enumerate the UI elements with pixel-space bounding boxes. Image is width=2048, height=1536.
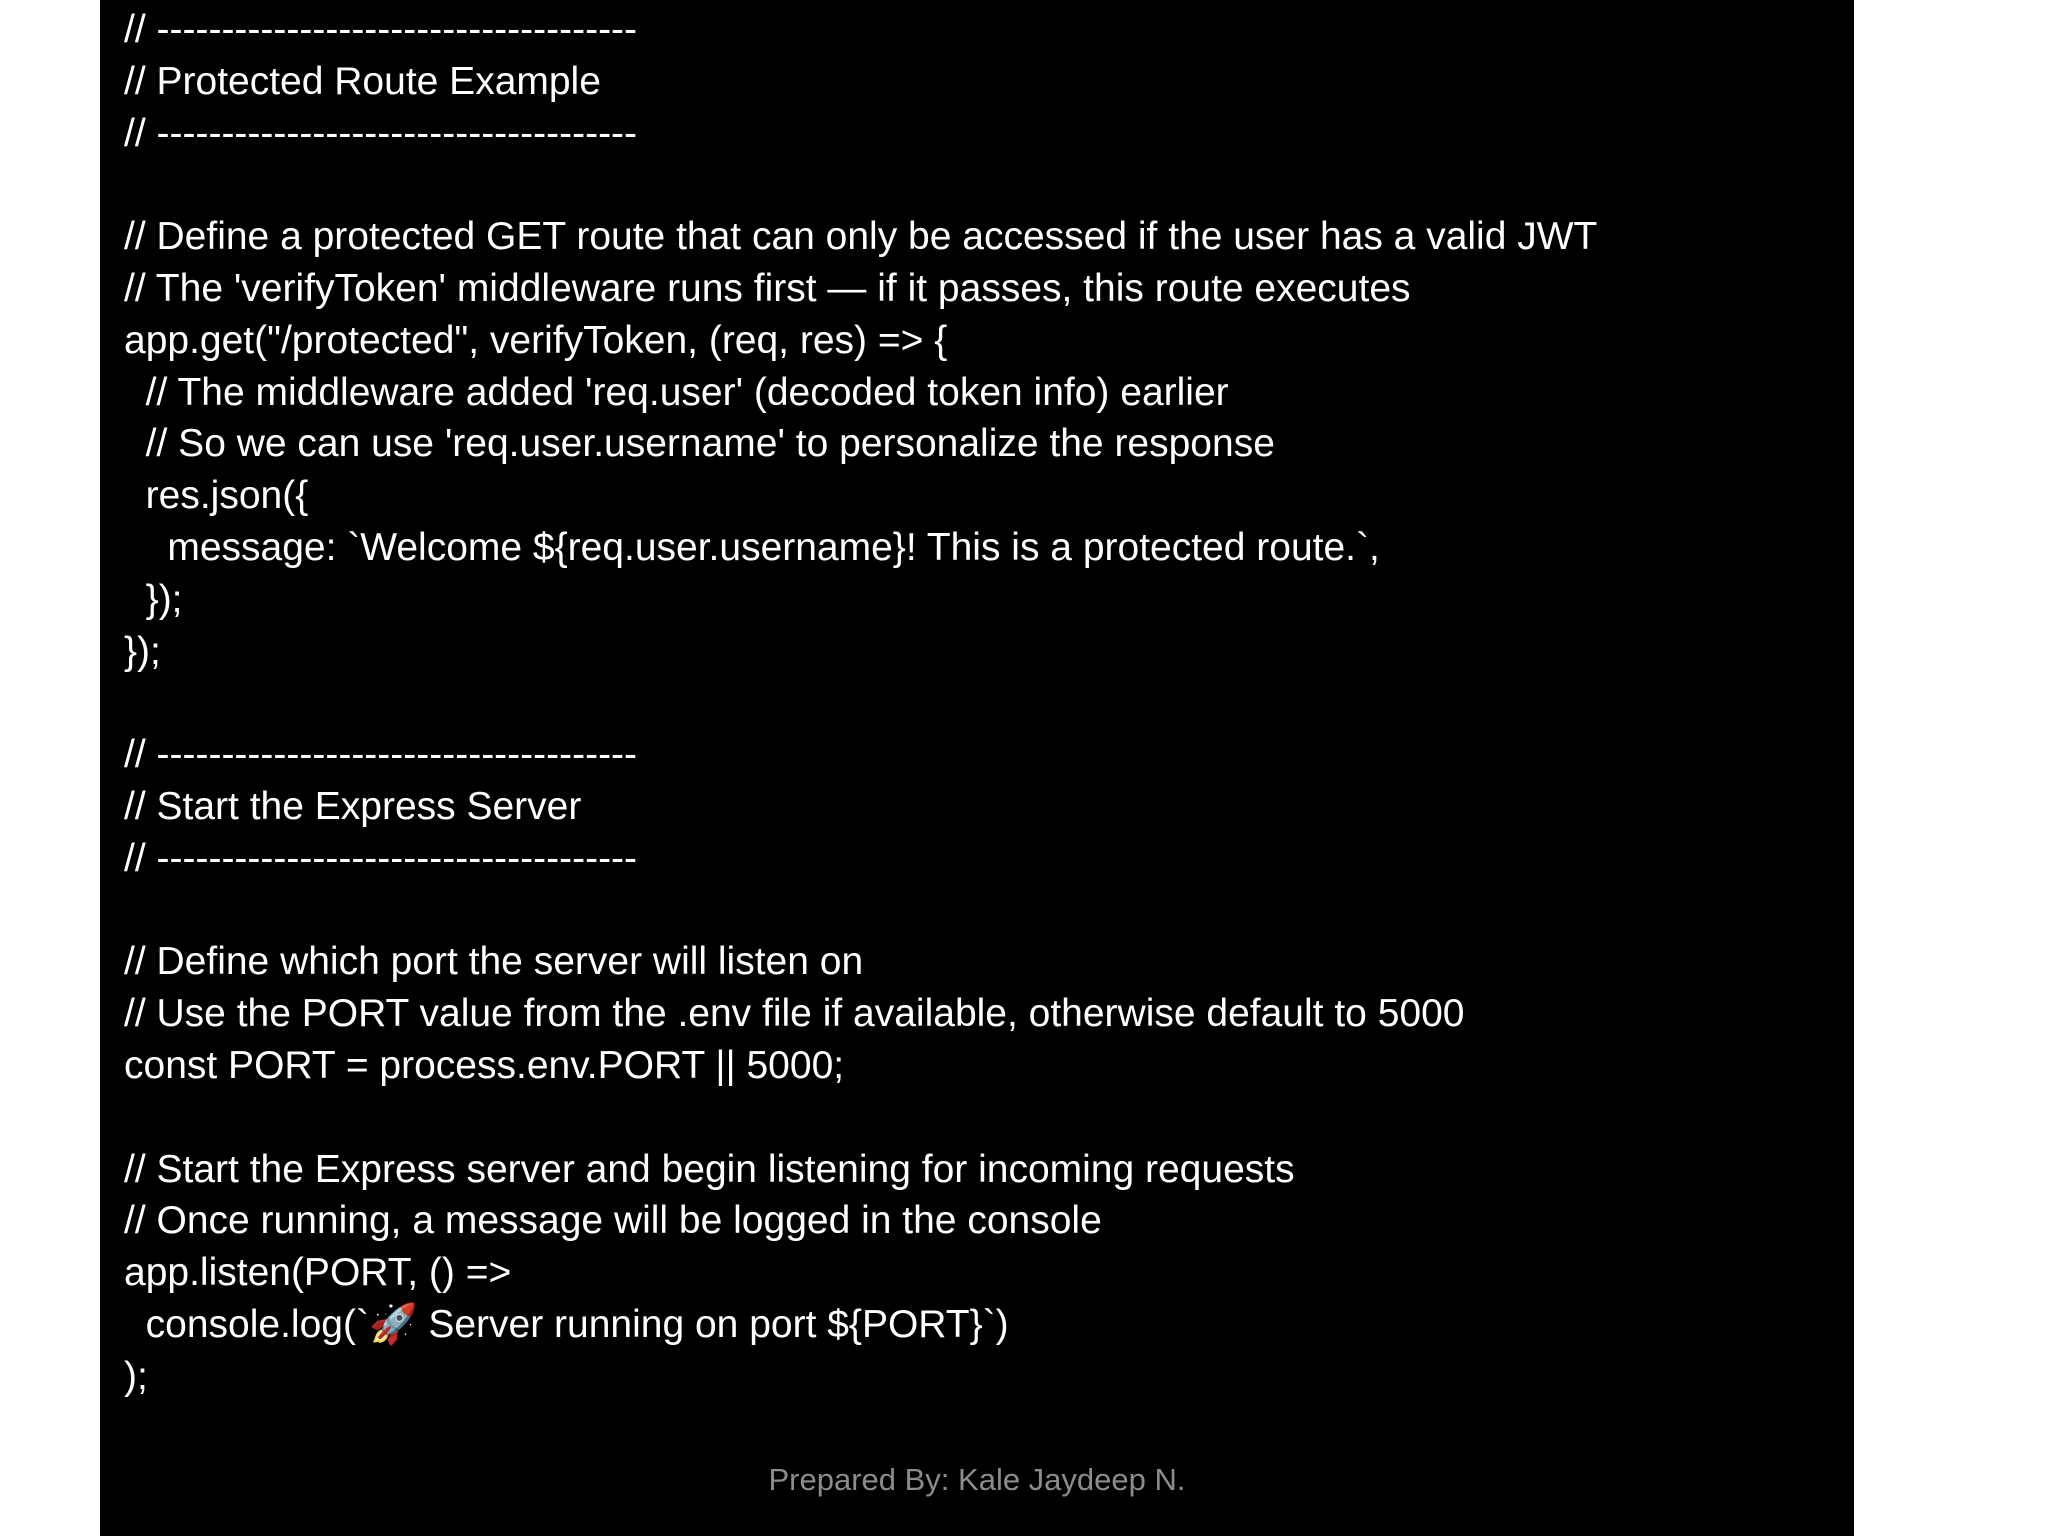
- code-line: [124, 1092, 1824, 1144]
- code-line: const PORT = process.env.PORT || 5000;: [124, 1043, 845, 1087]
- code-line: [124, 677, 1824, 729]
- code-line: // Once running, a message will be logged in the console: [124, 1199, 1102, 1243]
- footer-credit: Prepared By: Kale Jaydeep N.: [768, 1462, 1186, 1497]
- code-line: // Start the Express Server: [124, 784, 582, 828]
- code-line: [124, 159, 1824, 211]
- code-line: [124, 885, 1824, 937]
- code-line: // Use the PORT value from the .env file if available, otherwise default to 5000: [124, 992, 1465, 1036]
- code-line: // Start the Express server and begin listening for incoming requests: [124, 1147, 1295, 1191]
- code-line: // Define which port the server will listen on: [124, 940, 864, 984]
- code-line: // Protected Route Example: [124, 59, 601, 103]
- code-line: });: [124, 577, 183, 621]
- slide-panel: [100, 0, 1854, 1536]
- code-line: // So we can use 'req.user.username' to personalize the response: [124, 422, 1275, 466]
- code-line: message: `Welcome ${req.user.username}! This is a protected route.`,: [124, 525, 1380, 569]
- code-line: res.json({: [124, 474, 309, 518]
- code-line: app.listen(PORT, () =>: [124, 1251, 512, 1295]
- code-line: // Define a protected GET route that can only be accessed if the user has a valid JWT: [124, 215, 1598, 259]
- code-line: // -------------------------------------: [124, 836, 638, 880]
- code-block: [124, 4, 1824, 1403]
- code-line: // -------------------------------------: [124, 8, 638, 51]
- code-line: // The middleware added 'req.user' (decoded token info) earlier: [124, 370, 1229, 414]
- code-line: // The 'verifyToken' middleware runs first — if it passes, this route executes: [124, 266, 1411, 310]
- code-line: });: [124, 629, 161, 673]
- code-line: app.get("/protected", verifyToken, (req, res) => {: [124, 318, 948, 362]
- code-line: );: [124, 1354, 148, 1398]
- code-line: // -------------------------------------: [124, 733, 638, 777]
- code-line: // -------------------------------------: [124, 111, 638, 155]
- code-line: console.log(`🚀 Server running on port ${PORT}`): [124, 1302, 1009, 1346]
